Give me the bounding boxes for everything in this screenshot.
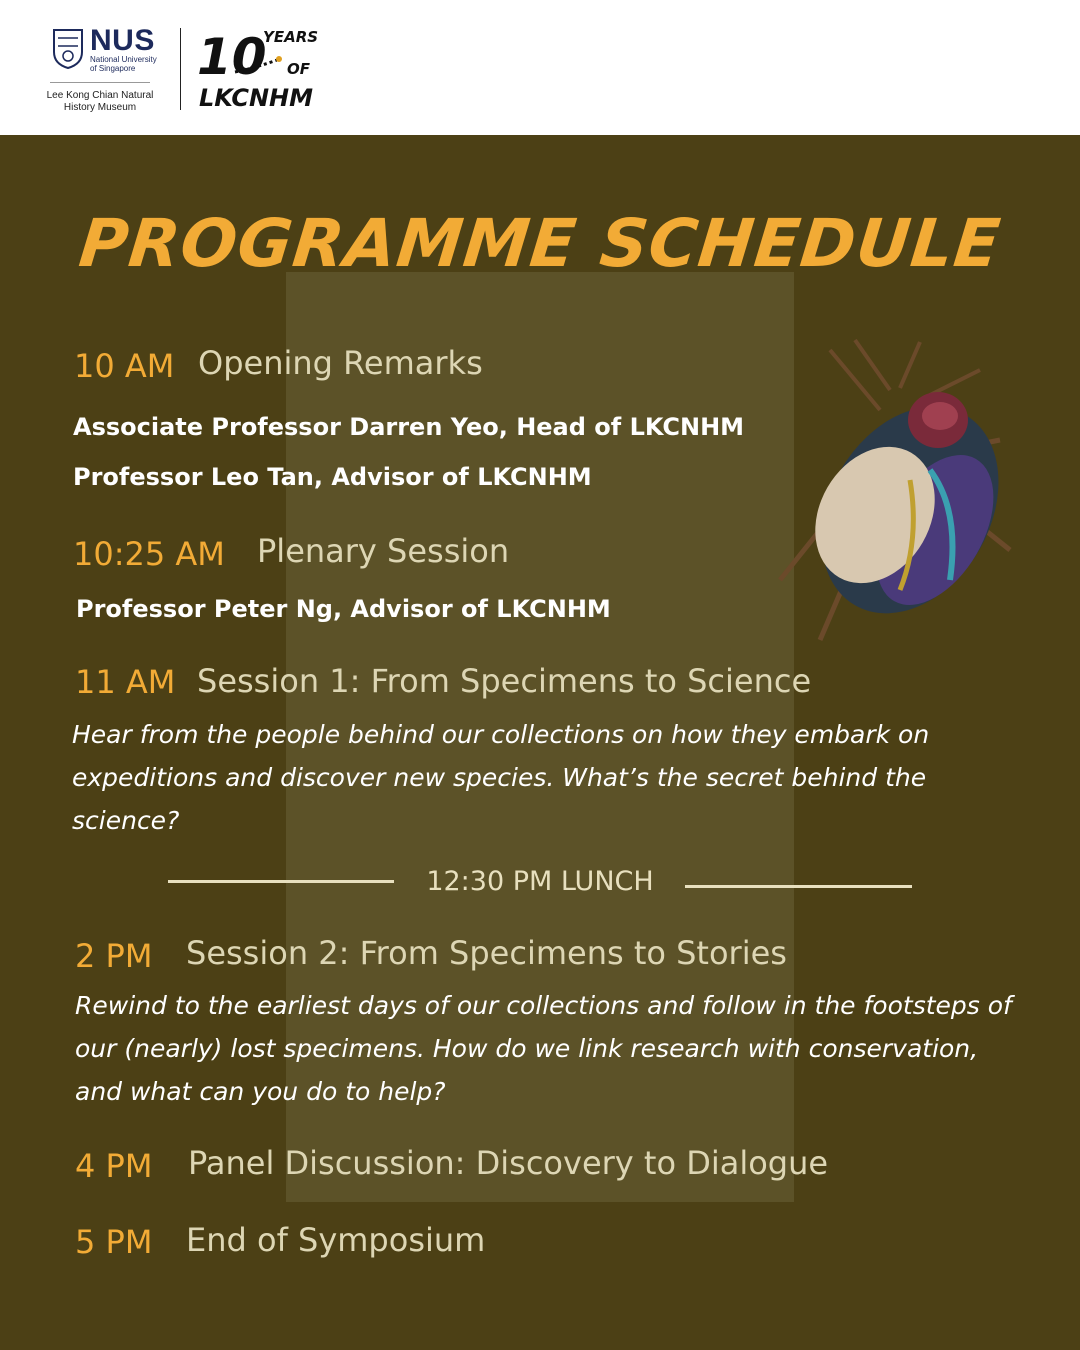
description-session-1: Hear from the people behind our collections on how they embark on expeditions and discover new species. What’s the secret behind the science? bbox=[72, 720, 930, 835]
page-title: PROGRAMME SCHEDULE bbox=[75, 205, 1005, 282]
speaker-leo-tan: Professor Leo Tan, Advisor of LKCNHM bbox=[73, 463, 592, 491]
lunch-label: 12:30 PM LUNCH bbox=[426, 866, 654, 897]
header-divider bbox=[180, 28, 181, 110]
description-session-2: Rewind to the earliest days of our collections and follow in the footsteps of our (nearly) lost specimens. How do we link research with conservation, and what can you do to help? bbox=[75, 991, 1012, 1106]
time-session-2: 2 PM bbox=[75, 937, 153, 975]
lunch-divider-left bbox=[168, 880, 394, 883]
nus-crest-icon bbox=[52, 28, 84, 70]
nus-subtitle: National University of Singapore bbox=[90, 55, 157, 73]
item-title-session-2: Session 2: From Specimens to Stories bbox=[186, 934, 787, 972]
logo-rule bbox=[50, 82, 150, 83]
anniversary-name: LKCNHM bbox=[199, 84, 314, 112]
item-title-panel: Panel Discussion: Discovery to Dialogue bbox=[188, 1144, 829, 1182]
time-session-1: 11 AM bbox=[75, 663, 176, 701]
museum-name: Lee Kong Chian Natural History Museum bbox=[46, 90, 154, 113]
item-title-plenary: Plenary Session bbox=[257, 532, 510, 570]
item-title-end: End of Symposium bbox=[186, 1221, 486, 1259]
anniversary-number: 10 bbox=[197, 28, 267, 86]
nus-logo-text: NUS bbox=[90, 24, 155, 57]
time-panel: 4 PM bbox=[75, 1147, 153, 1185]
item-title-session-1: Session 1: From Specimens to Science bbox=[197, 662, 812, 700]
anniversary-years: YEARS bbox=[263, 28, 319, 46]
item-title-opening: Opening Remarks bbox=[198, 344, 483, 382]
speaker-peter-ng: Professor Peter Ng, Advisor of LKCNHM bbox=[76, 595, 611, 623]
time-plenary: 10:25 AM bbox=[73, 535, 225, 573]
anniversary-of: OF bbox=[287, 60, 310, 78]
header-bar bbox=[0, 0, 1080, 135]
anniversary-logo bbox=[195, 22, 325, 112]
beetle-illustration bbox=[760, 330, 1020, 650]
speaker-darren-yeo: Associate Professor Darren Yeo, Head of LKCNHM bbox=[73, 413, 745, 441]
time-end: 5 PM bbox=[75, 1223, 153, 1261]
time-opening: 10 AM bbox=[74, 347, 175, 385]
lunch-divider-right bbox=[685, 885, 912, 888]
